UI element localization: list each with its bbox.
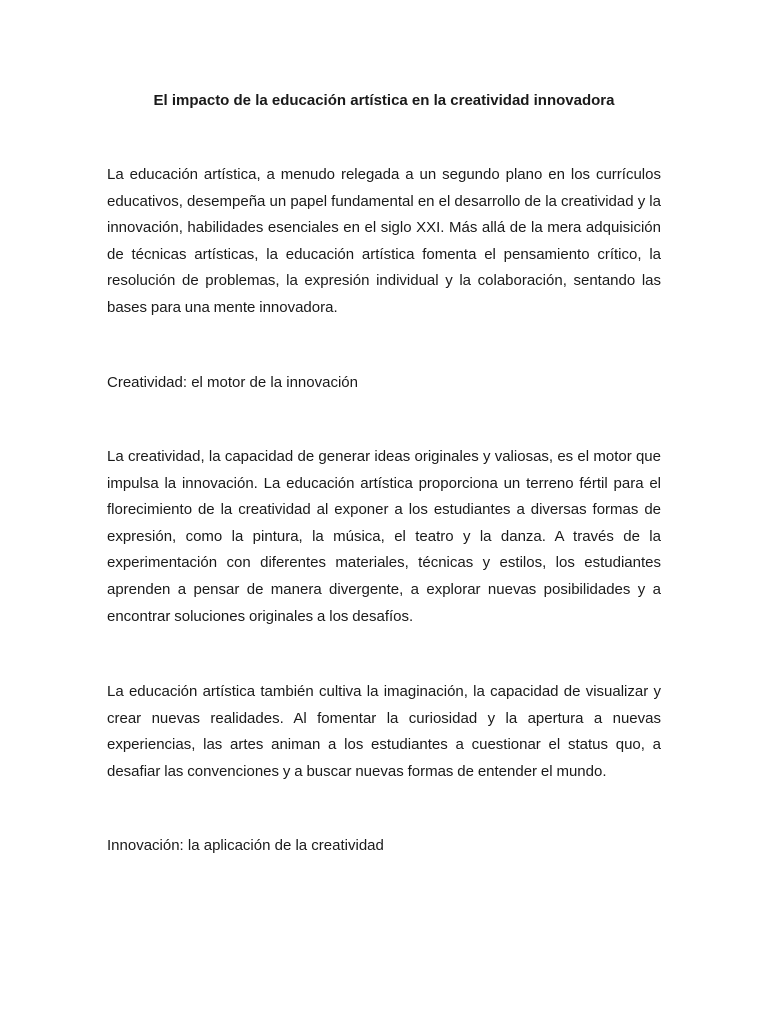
paragraph-imaginacion: La educación artística también cultiva la imaginación, la capacidad de visualizar y crear nuevas realidades. Al fomentar la curiosidad y la apertura a nuevas experiencias, las artes animan a los estudiantes a cuestionar el status quo, a desafiar las convenciones y a buscar nuevas formas de entender el mundo.	[107, 683, 661, 780]
section-heading-creatividad: Creatividad: el motor de la innovación	[107, 374, 358, 391]
intro-paragraph: La educación artística, a menudo relegada a un segundo plano en los currículos educativos, desempeña un papel fundamental en el desarrollo de la creatividad y la innovación, habilidades esenciales en el siglo XXI. Más allá de la mera adquisición de técnicas artísticas, la educación artística fomenta el pensamiento crítico, la resolución de problemas, la expresión individual y la colaboración, sentando las bases para una mente innovadora.	[107, 166, 661, 316]
document-title: El impacto de la educación artística en la creatividad innovadora	[153, 92, 615, 109]
paragraph-creatividad-motor: La creatividad, la capacidad de generar ideas originales y valiosas, es el motor que impulsa la innovación. La educación artística proporciona un terreno fértil para el florecimiento de la creatividad al exponer a los estudiantes a diversas formas de expresión, como la pintura, la música, el teatro y la danza. A través de la experimentación con diferentes materiales, técnicas y estilos, los estudiantes aprenden a pensar de manera divergente, a explorar nuevas posibilidades y a encontrar soluciones originales a los desafíos.	[107, 448, 661, 625]
section-heading-innovacion: Innovación: la aplicación de la creatividad	[107, 837, 384, 854]
